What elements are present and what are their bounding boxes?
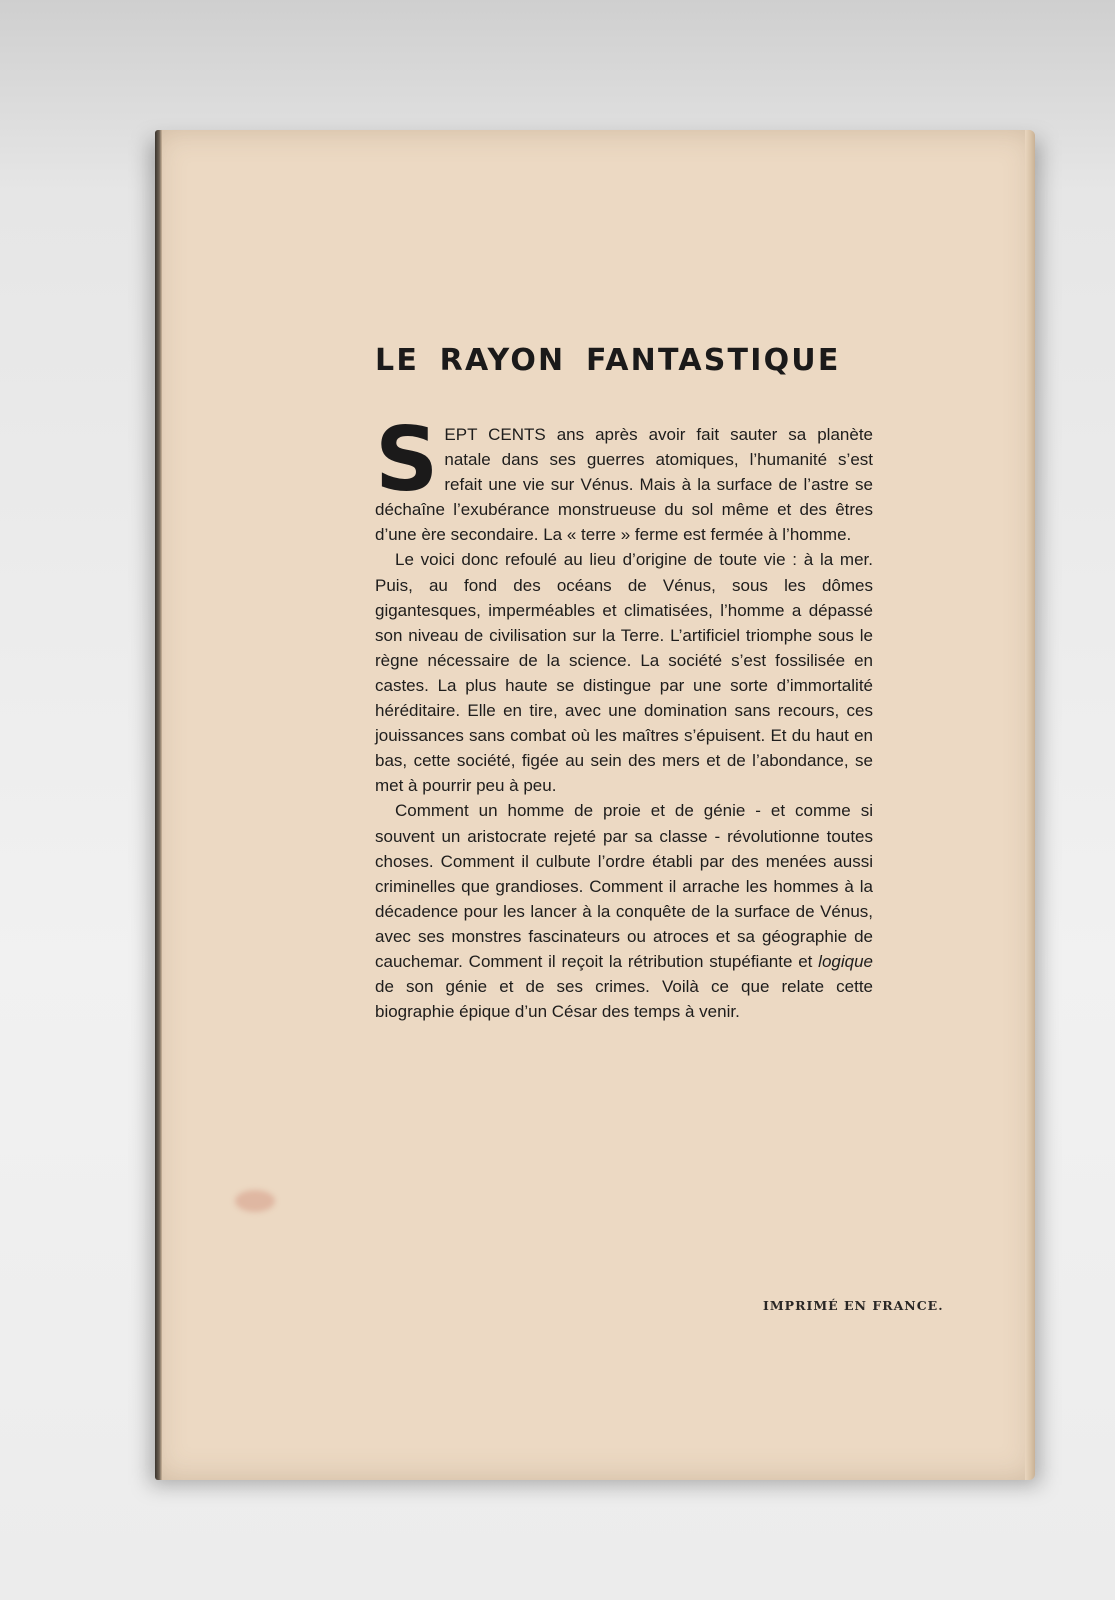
blurb-text — [375, 408, 873, 1024]
imprint-notice: IMPRIMÉ EN FRANCE. — [763, 1298, 944, 1313]
drop-cap: S — [375, 408, 439, 511]
page-edge — [1025, 130, 1035, 1480]
spine-edge — [155, 130, 162, 1480]
book-title: LE RAYON FANTASTIQUE — [375, 343, 841, 378]
book-back-cover — [155, 130, 1035, 1480]
paper-stain — [235, 1190, 275, 1212]
italic-word: logique — [818, 951, 873, 971]
blurb-paragraph-2: Le voici donc refoulé au lieu d’origine de toute vie : à la mer. Puis, au fond des océans de Vénus, sous les dômes gigantesques, imperméables et climatisées, l’homme a dépassé son niveau de civilisation sur la Terre. L’artificiel triomphe sous le règne nécessaire de la science. La société s’est fossilisée en castes. La plus haute se distingue par une sorte d’immortalité héréditaire. Elle en tire, avec une domination sans recours, ces jouissances sans combat où les maîtres s’épuisent. Et du haut en bas, cette société, figée au sein des mers et de l’abondance, se met à pourrir peu à peu. — [375, 550, 873, 796]
blurb-paragraph-3-part-2: de son génie et de ses crimes. Voilà ce que relate cette biographie épique d’un César des temps à venir. — [375, 977, 873, 1022]
blurb-paragraph-3-part-1: Comment un homme de proie et de génie - et comme si souvent un aristocrate rejeté par sa classe - révolutionne toutes choses. Comment il culbute l’ordre établi par des menées aussi criminelles que grandioses. Comment il arrache les hommes à la décadence pour les lancer à la conquête de la surface de Vénus, avec ses monstres fascinateurs ou atroces et sa géographie de cauchemar. Comment il reçoit la rétribution stupéfiante et — [375, 801, 873, 971]
blurb-lead-text: EPT CENTS ans après avoir fait sauter sa planète natale dans ses guerres atomiques, l’humanité s’est refait une vie sur Vénus. Mais à la surface de l’astre se déchaîne l’exubérance monstrueuse du sol même et des êtres d’une ère secondaire. La « terre » ferme est fermée à l’homme. — [375, 425, 873, 545]
blurb-paragraph-3 — [375, 798, 873, 1024]
blurb-paragraph-1 — [375, 408, 873, 547]
